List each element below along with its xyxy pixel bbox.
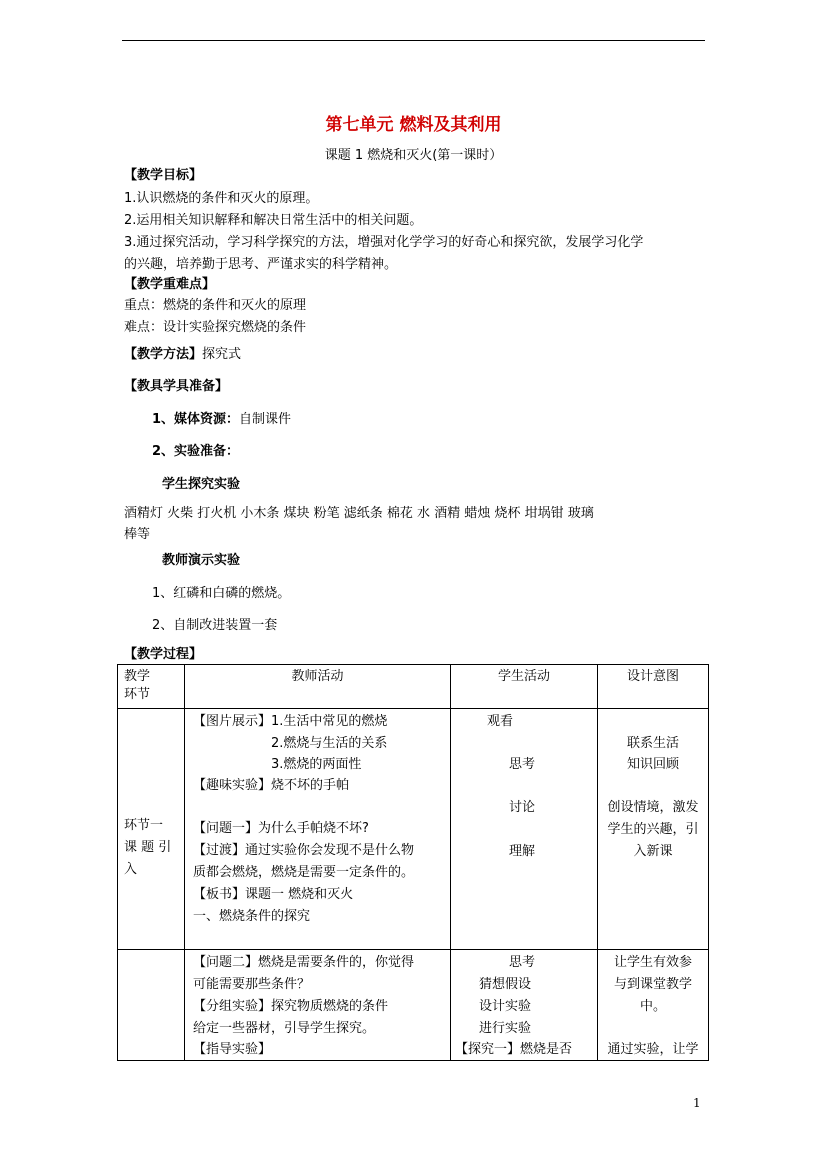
intent-line: 知识回顾 [626, 757, 679, 772]
intent-line: 创设情境，激发 [607, 800, 699, 815]
method-value: 探究式 [202, 347, 242, 362]
teacher-line: 2.燃烧与生活的关系 [271, 736, 388, 751]
page-title: 第七单元 燃料及其利用 [325, 115, 502, 135]
teacher-exp-heading: 教师演示实验 [162, 553, 241, 568]
student-line: 讨论 [509, 800, 536, 815]
teacher-line: 【板书】课题一 燃烧和灭火 [193, 887, 354, 902]
student-exp-items: 棒等 [124, 527, 151, 542]
media-value: 自制课件 [239, 412, 292, 427]
row2-stage [118, 950, 185, 1061]
intent-line: 学生的兴趣，引 [607, 822, 699, 837]
student-line: 思考 [509, 955, 536, 970]
method-line [124, 346, 241, 364]
row1-student [451, 709, 598, 950]
process-table [117, 664, 709, 1061]
student-line: 思考 [509, 757, 536, 772]
intent-line: 入新课 [633, 844, 673, 859]
student-line: 【探究一】燃烧是否 [455, 1042, 573, 1057]
teacher-line: 【图片展示】1.生活中常见的燃烧 [193, 714, 388, 729]
header-teacher [185, 665, 451, 709]
header-student-label: 学生活动 [497, 669, 550, 684]
header-rule [122, 40, 705, 41]
header-stage [118, 665, 185, 709]
teacher-line: 质都会燃烧，燃烧是需要一定条件的。 [193, 865, 415, 880]
page-subtitle: 课题 1 燃烧和灭火(第一课时） [324, 148, 503, 163]
teacher-exp-item: 2、自制改进装置一套 [152, 618, 278, 633]
goal-item: 3.通过探究活动，学习科学探究的方法，增强对化学学习的好奇心和探究欲，发展学习化学 [124, 235, 644, 250]
teacher-line: 一、燃烧条件的探究 [193, 909, 311, 924]
table-header-row [118, 665, 709, 709]
page-number: 1 [693, 1096, 701, 1110]
goal-item: 的兴趣，培养勤于思考、严谨求实的科学精神。 [124, 257, 398, 272]
student-line: 猜想假设 [479, 977, 532, 992]
header-stage-line: 环节 [124, 687, 151, 702]
student-exp-items: 酒精灯 火柴 打火机 小木条 煤块 粉笔 滤纸条 棉花 水 酒精 蜡烛 烧杯 坩埚钳 玻璃 [124, 506, 594, 521]
teacher-line: 【问题一】为什么手帕烧不坏? [193, 821, 369, 836]
header-teacher-label: 教师活动 [291, 669, 344, 684]
goal-item: 2.运用相关知识解释和解决日常生活中的相关问题。 [124, 213, 423, 228]
intent-line: 联系生活 [626, 736, 679, 751]
row1-intent [598, 709, 709, 950]
table-row [118, 709, 709, 950]
teacher-line: 可能需要那些条件？ [193, 977, 311, 992]
media-label: 1、媒体资源： [152, 412, 240, 427]
table-row [118, 950, 709, 1061]
teacher-line: 3.燃烧的两面性 [271, 757, 362, 772]
student-line: 观看 [487, 714, 514, 729]
method-heading: 【教学方法】 [124, 347, 203, 362]
exp-label: 2、实验准备： [152, 444, 240, 459]
row2-teacher [185, 950, 451, 1061]
row1-stage [118, 709, 185, 950]
stage-line: 课 题 引 [124, 840, 172, 855]
stage-line: 入 [124, 862, 138, 877]
student-line: 理解 [509, 844, 536, 859]
goals-heading: 【教学目标】 [124, 168, 203, 183]
student-line: 设计实验 [479, 999, 532, 1014]
header-student [451, 665, 598, 709]
process-heading: 【教学过程】 [124, 647, 203, 662]
header-stage-line: 教学 [124, 669, 151, 684]
teacher-line: 给定一些器材，引导学生探究。 [193, 1021, 376, 1036]
stage-line: 环节一 [124, 818, 164, 833]
difficult-point: 难点：设计实验探究燃烧的条件 [124, 320, 307, 335]
keypoints-heading: 【教学重难点】 [124, 277, 216, 292]
intent-line: 通过实验，让学 [607, 1042, 699, 1057]
row2-student [451, 950, 598, 1061]
teacher-line: 【过渡】通过实验你会发现不是什么物 [193, 843, 415, 858]
teacher-line: 【问题二】燃烧是需要条件的，你觉得 [193, 955, 415, 970]
prep-heading: 【教具学具准备】 [124, 379, 229, 394]
student-line: 进行实验 [479, 1021, 532, 1036]
intent-line: 与到课堂教学 [613, 977, 692, 992]
teacher-line: 【趣味实验】烧不坏的手帕 [193, 778, 350, 793]
row2-intent [598, 950, 709, 1061]
media-line [152, 411, 291, 429]
intent-line: 让学生有效参 [613, 955, 692, 970]
teacher-line: 【分组实验】探究物质燃烧的条件 [193, 999, 389, 1014]
teacher-line: 【指导实验】 [193, 1042, 272, 1057]
header-intent-label: 设计意图 [626, 669, 679, 684]
intent-line: 中。 [639, 999, 666, 1014]
goal-item: 1.认识燃烧的条件和灭火的原理。 [124, 191, 319, 206]
student-exp-heading: 学生探究实验 [162, 477, 241, 492]
header-intent [598, 665, 709, 709]
row1-teacher [185, 709, 451, 950]
teacher-exp-item: 1、红磷和白磷的燃烧。 [152, 586, 291, 601]
key-point: 重点：燃烧的条件和灭火的原理 [124, 298, 307, 313]
